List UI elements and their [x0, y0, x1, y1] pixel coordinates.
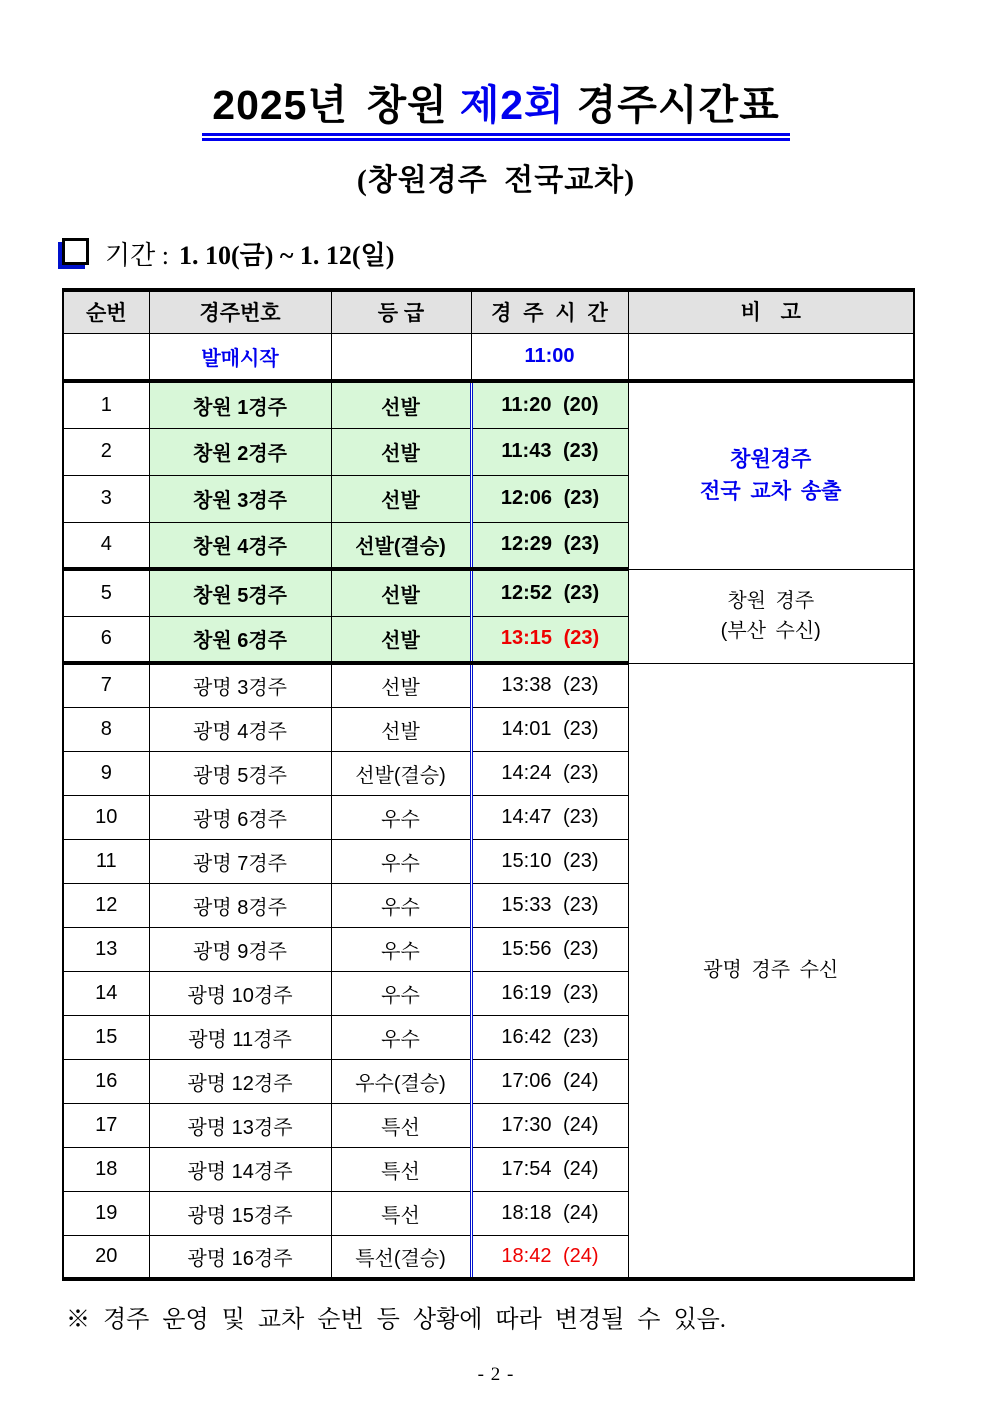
square-bullet-icon: [62, 238, 89, 265]
cell-race: 창원 1경주: [149, 381, 331, 428]
cell-grade: [331, 333, 471, 381]
cell-no: 1: [63, 381, 149, 428]
cell-grade: 특선: [331, 1191, 471, 1235]
cell-grade: 선발: [331, 569, 471, 616]
cell-grade: 선발: [331, 475, 471, 522]
cell-no: 17: [63, 1103, 149, 1147]
period-label: 기간 :: [105, 241, 169, 271]
cell-no: 14: [63, 971, 149, 1015]
cell-race: 광명 13경주: [149, 1103, 331, 1147]
table-row: [63, 381, 914, 428]
cell-time: 16:19 (23): [471, 971, 628, 1015]
cell-time: 11:43 (23): [471, 428, 628, 475]
cell-no: 8: [63, 707, 149, 751]
table-header-row: [63, 290, 914, 333]
cell-no: 5: [63, 569, 149, 616]
cell-time: 11:00: [471, 333, 628, 381]
cell-no: 9: [63, 751, 149, 795]
page-subtitle: (창원경주 전국교차): [356, 164, 636, 198]
column-header: 경 주 시 간: [471, 290, 628, 333]
cell-remark: 창원경주 전국 교차 송출: [628, 381, 914, 569]
cell-no: 12: [63, 883, 149, 927]
cell-race: 광명 11경주: [149, 1015, 331, 1059]
cell-no: 10: [63, 795, 149, 839]
cell-race: 창원 6경주: [149, 616, 331, 663]
cell-race: 발매시작: [149, 333, 331, 381]
cell-grade: 우수: [331, 795, 471, 839]
cell-time: 14:47 (23): [471, 795, 628, 839]
column-header: 등 급: [331, 290, 471, 333]
cell-grade: 선발(결승): [331, 522, 471, 569]
cell-grade: 선발: [331, 616, 471, 663]
cell-race: 광명 7경주: [149, 839, 331, 883]
cell-no: 15: [63, 1015, 149, 1059]
cell-time: 17:06 (24): [471, 1059, 628, 1103]
page-title: [202, 84, 789, 141]
timetable-body: [63, 290, 914, 1279]
cell-grade: 선발: [331, 428, 471, 475]
cell-race: 광명 6경주: [149, 795, 331, 839]
cell-time: 12:29 (23): [471, 522, 628, 569]
cell-grade: 특선: [331, 1103, 471, 1147]
cell-grade: 우수(결승): [331, 1059, 471, 1103]
cell-time: 14:01 (23): [471, 707, 628, 751]
cell-remark: 창원 경주 (부산 수신): [628, 569, 914, 663]
cell-remark: [628, 333, 914, 381]
timetable: [62, 288, 915, 1281]
cell-no: 16: [63, 1059, 149, 1103]
cell-race: 광명 5경주: [149, 751, 331, 795]
cell-no: 18: [63, 1147, 149, 1191]
cell-no: 4: [63, 522, 149, 569]
cell-time: 15:10 (23): [471, 839, 628, 883]
cell-time: 16:42 (23): [471, 1015, 628, 1059]
cell-remark: 광명 경주 수신: [628, 663, 914, 1279]
cell-no: 13: [63, 927, 149, 971]
cell-time: 15:56 (23): [471, 927, 628, 971]
presale-row: [63, 333, 914, 381]
title-prefix: 2025년 창원: [212, 82, 448, 128]
title-block: [0, 0, 992, 141]
cell-no: 6: [63, 616, 149, 663]
cell-no: [63, 333, 149, 381]
column-header: 비 고: [628, 290, 914, 333]
cell-grade: 특선(결승): [331, 1235, 471, 1279]
table-row: [63, 663, 914, 707]
cell-time: 13:15 (23): [471, 616, 628, 663]
cell-race: 광명 9경주: [149, 927, 331, 971]
cell-grade: 우수: [331, 927, 471, 971]
cell-race: 창원 2경주: [149, 428, 331, 475]
cell-no: 3: [63, 475, 149, 522]
title-highlight: 제2회: [459, 82, 565, 128]
cell-race: 광명 16경주: [149, 1235, 331, 1279]
cell-time: 17:30 (24): [471, 1103, 628, 1147]
cell-no: 2: [63, 428, 149, 475]
cell-race: 광명 3경주: [149, 663, 331, 707]
cell-time: 17:54 (24): [471, 1147, 628, 1191]
cell-no: 11: [63, 839, 149, 883]
column-header: 경주번호: [149, 290, 331, 333]
cell-time: 13:38 (23): [471, 663, 628, 707]
cell-time: 18:18 (24): [471, 1191, 628, 1235]
cell-grade: 선발: [331, 707, 471, 751]
cell-grade: 특선: [331, 1147, 471, 1191]
table-row: [63, 569, 914, 616]
cell-race: 광명 14경주: [149, 1147, 331, 1191]
cell-race: 창원 4경주: [149, 522, 331, 569]
cell-race: 광명 8경주: [149, 883, 331, 927]
cell-grade: 우수: [331, 839, 471, 883]
footnote: ※ 경주 운영 및 교차 순번 등 상황에 따라 변경될 수 있음.: [66, 1307, 726, 1334]
cell-time: 15:33 (23): [471, 883, 628, 927]
period-value: 1. 10(금) ~ 1. 12(일): [178, 241, 395, 271]
title-suffix: 경주시간표: [576, 82, 780, 128]
cell-grade: 선발: [331, 381, 471, 428]
cell-grade: 선발: [331, 663, 471, 707]
cell-grade: 우수: [331, 1015, 471, 1059]
cell-race: 광명 12경주: [149, 1059, 331, 1103]
cell-no: 19: [63, 1191, 149, 1235]
cell-race: 광명 10경주: [149, 971, 331, 1015]
cell-time: 14:24 (23): [471, 751, 628, 795]
cell-time: 12:52 (23): [471, 569, 628, 616]
cell-race: 창원 3경주: [149, 475, 331, 522]
cell-no: 7: [63, 663, 149, 707]
cell-grade: 우수: [331, 971, 471, 1015]
cell-race: 창원 5경주: [149, 569, 331, 616]
period-line: [60, 235, 992, 272]
cell-time: 18:42 (24): [471, 1235, 628, 1279]
cell-grade: 우수: [331, 883, 471, 927]
column-header: 순번: [63, 290, 149, 333]
cell-time: 12:06 (23): [471, 475, 628, 522]
cell-time: 11:20 (20): [471, 381, 628, 428]
cell-grade: 선발(결승): [331, 751, 471, 795]
cell-no: 20: [63, 1235, 149, 1279]
cell-race: 광명 15경주: [149, 1191, 331, 1235]
page-number: - 2 -: [477, 1364, 515, 1386]
cell-race: 광명 4경주: [149, 707, 331, 751]
